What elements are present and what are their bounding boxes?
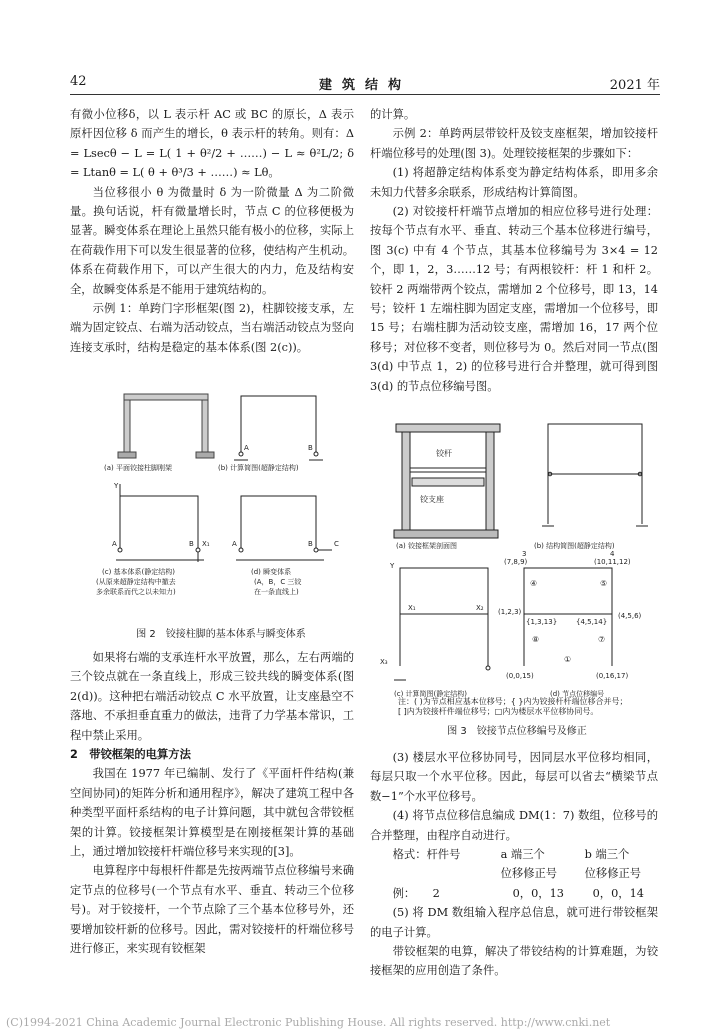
- format-row-2: [370, 864, 658, 883]
- note-line-1: 注：( )为节点相应基本位移号；{ }内为铰接杆杆端位移合并号；: [398, 697, 628, 706]
- fig3d-l101112: (10,11,12): [594, 558, 631, 566]
- figure-3-note: [398, 697, 660, 717]
- example-a: 0，0，13: [512, 886, 564, 900]
- fig3c-Y: Y: [390, 562, 395, 570]
- note-line-2: [ ]内为铰接杆件端位移号；□内为楼层水平位移协同号。: [398, 707, 599, 716]
- fig3d-l789: (7,8,9): [504, 558, 528, 566]
- paragraph: (5) 将 DM 数组输入程序总信息，就可进行带铰框架的电子计算。: [370, 906, 658, 939]
- section-number: 2: [70, 748, 78, 762]
- format-a: a 端三个: [500, 848, 545, 862]
- fig3d-b1: ①: [564, 655, 572, 664]
- fig3c-X2: X₂: [476, 604, 484, 612]
- paragraph: 带铰框架的电算，解决了带铰结构的计算难题，为铰接框架的应用创造了条件。: [370, 945, 658, 978]
- fig3d-l2: {4,5,14}: [576, 618, 608, 626]
- figure-2: [86, 378, 356, 618]
- fig2d-label1: (d) 瞬变体系: [251, 568, 292, 576]
- paragraph: 如果将右端的支承连杆水平放置，那么，左右两端的三个铰点就在一条直线上，形成三铰共线的瞬变体系(图 2(d))。这种把右端活动铰点 C 水平放置，让支座悬空不落地、不承担垂直重力的做法，违背了力学基本常识，工程中禁止采用。: [70, 651, 354, 742]
- fig3a-label: (a) 铰接框架剖面图: [396, 542, 457, 550]
- fig2c-label2: (从原来超静定结构中撤去: [96, 578, 176, 586]
- paragraph: 有微小位移δ，以 L 表示杆 AC 或 BC 的原长，Δ 表示原杆因位移 δ 而产生的增长，θ 表示杆的转角。则有：Δ = Lsecθ − L = L( 1 + θ²/2 + ……) − L ≈ θ²L/2; δ = Ltanθ = L( θ + θ³/3 + ……) ≈ Lθ。: [70, 108, 354, 180]
- fig3d-b7: ⑦: [598, 635, 606, 644]
- journal-year: 2021 年: [609, 78, 660, 93]
- paragraph: 当位移很小 θ 为微量时 δ 为一阶微量 Δ 为二阶微量。换句话说，杆有微量增长时，节点 C 的位移便极为显著。瞬变体系在理论上虽然只能有极小的位移，实际上在荷载作用下可以发生很显著的位移，使结构产生机动。体系在荷载作用下，可以产生很大的内力，危及结构安全，故瞬变体系是不能用于建筑结构的。: [70, 185, 354, 296]
- fig2c-X1: X₁: [202, 540, 210, 548]
- fig3d-l456: (4,5,6): [618, 612, 642, 620]
- fig3d-n3: 3: [522, 550, 527, 558]
- format-b: b 端三个: [584, 848, 630, 862]
- fig2d-label3: 在一条直线上): [254, 588, 299, 596]
- format-b2: 位移修正号: [584, 867, 642, 881]
- format-label: 格式：杆件号: [392, 848, 461, 862]
- example-label: 例：: [392, 886, 416, 900]
- fig2d-frame: [236, 496, 332, 560]
- fig2c-label3: 多余联系而代之以未知力): [96, 588, 176, 596]
- fig2d-A: A: [232, 540, 237, 548]
- figure-2-caption: 图 2 铰接柱脚的基本体系与瞬变体系: [136, 629, 306, 640]
- paragraph: 示例 2：单跨两层带铰杆及铰支座框架，增加铰接杆杆端位移号的处理(图 3)。处理铰接框架的步骤如下：: [370, 127, 658, 160]
- fig3d-l1: {1,3,13}: [526, 618, 558, 626]
- figure-3: [372, 418, 662, 708]
- page-number: 42: [70, 74, 87, 89]
- right-column: [370, 105, 658, 396]
- left-column-lower: [70, 648, 354, 959]
- fig2a-label: (a) 平面铰接柱脚刚架: [104, 464, 172, 472]
- fig3d-label: (d) 节点位移编号: [550, 690, 605, 698]
- fig2d-label2: (A，B，C 三铰: [254, 578, 302, 586]
- paragraph: 我国在 1977 年已编制、发行了《平面杆件结构(兼空间协同)的矩阵分析和通用程序》，解决了建筑工程中各种类型平面杆系结构的电子计算问题，其中就包含带铰框架的计算。铰接框架计算模型是在刚接框架计算的基础上，通过增加铰接杆杆端位移号来实现的[3]。: [70, 767, 354, 859]
- paragraph: (1) 将超静定结构体系变为静定结构体系，即用多余未知力代替多余联系，形成结构计算简图。: [370, 166, 658, 199]
- example-row: [370, 884, 658, 903]
- fig3d-l123: (1,2,3): [498, 608, 522, 616]
- fig2c-A: A: [112, 540, 117, 548]
- fig2d-C: C: [334, 540, 339, 548]
- fig3b-diagram: [542, 424, 648, 526]
- paragraph: 的计算。: [370, 108, 416, 121]
- example-b: 0，0，14: [592, 886, 644, 900]
- paragraph: (4) 将节点位移信息编成 DM(1：7) 数组，位移号的合并整理，由程序自动进行。: [370, 809, 658, 842]
- fig3d-n4: 4: [610, 550, 615, 558]
- journal-title: 建筑结构: [318, 78, 411, 93]
- fig3d-b8: ⑧: [532, 635, 540, 644]
- header-rule: [70, 94, 660, 95]
- format-row-1: [370, 845, 658, 864]
- fig3c-X3: X₃: [380, 658, 388, 666]
- fig2b-B: B: [308, 444, 313, 452]
- fig2d-B: B: [308, 540, 313, 548]
- section-title: 带铰框架的电算方法: [89, 748, 191, 762]
- fig3d-b5: ⑤: [600, 579, 608, 588]
- fig3d-l0015: (0,0,15): [506, 672, 534, 680]
- fig3d-b4: ④: [530, 579, 538, 588]
- fig2b-label: (b) 计算简图(超静定结构): [218, 464, 299, 472]
- format-a2: 位移修正号: [500, 867, 558, 881]
- paragraph: (2) 对铰接杆杆端节点增加的相应位移号进行处理：按每个节点有水平、垂直、转动三个基本位移进行编号，图 3(c) 中有 4 个节点，其基本位移编号为 3×4 = 12 个，即 1，2，3……12 号；有两根铰杆：杆 1 和杆 2。铰杆 2 两端带两个铰点，需增加 2 个位移号，即 13，14 号；铰杆 1 左端柱脚为固定支座，需增加一个位移号，即 15 号；右端柱脚为活动铰支座，需增加 16，17 两个位移号；对位移不变者，则位移号为 0。然后对同一节点(图 3(d) 中节点 1，2) 的位移号进行合并整理，就可得到图 3(d) 的节点位移编号图。: [370, 205, 658, 393]
- fig2c-frame: [116, 484, 204, 562]
- fig3a-section: [394, 424, 500, 538]
- fig2a-frame: [118, 394, 214, 458]
- page-header: [70, 74, 660, 93]
- fig3c-X1: X₁: [408, 604, 416, 612]
- paragraph: 电算程序中每根杆件都是先按两端节点位移编号来确定节点的位移号(一个节点有水平、垂直、转动三个位移号)。对于铰接杆，一个节点除了三个基本位移号外，还要增加铰杆新的位移号。因此，需对铰接杆的杆端位移号进行修正，来实现有铰框架: [70, 864, 354, 956]
- paragraph: (3) 楼层水平位移协同号，因同层水平位移均相同，每层只取一个水平位移。因此，每层可以省去“横梁节点数−1”个水平位移号。: [370, 751, 658, 803]
- fig3a-hinge-bar: 铰杆: [436, 449, 452, 458]
- fig3c-diagram: [394, 568, 490, 680]
- spacer: [393, 864, 501, 883]
- fig3d-l01617: (0,16,17): [596, 672, 629, 680]
- left-column: [70, 105, 354, 357]
- fig3a-hinge-support: 铰支座: [420, 495, 444, 504]
- copyright-footer: (C)1994-2021 China Academic Journal Electronic Publishing House. All rights reserved. http://www.cnki.net: [6, 1016, 611, 1029]
- fig2c-Y: Y: [114, 482, 119, 490]
- fig3b-label: (b) 结构简图(超静定结构): [534, 542, 615, 550]
- fig3d-diagram: [524, 568, 612, 666]
- fig2b-A: A: [244, 444, 249, 452]
- fig3c-label: (c) 计算简图(静定结构): [394, 690, 467, 698]
- figure-3-caption: 图 3 铰接节点位移编号及修正: [447, 726, 587, 737]
- section-heading: [70, 745, 354, 764]
- fig2c-B: B: [189, 540, 194, 548]
- fig2c-label1: (c) 基本体系(静定结构): [102, 568, 175, 576]
- example-num: 2: [432, 886, 440, 900]
- paragraph: 示例 1：单跨门字形框架(图 2)，柱脚铰接支承，左端为固定铰点、右端为活动铰点，当右端活动铰点为竖向连接支承时，结构是稳定的基本体系(图 2(c))。: [70, 302, 354, 354]
- right-column-lower: [370, 748, 658, 981]
